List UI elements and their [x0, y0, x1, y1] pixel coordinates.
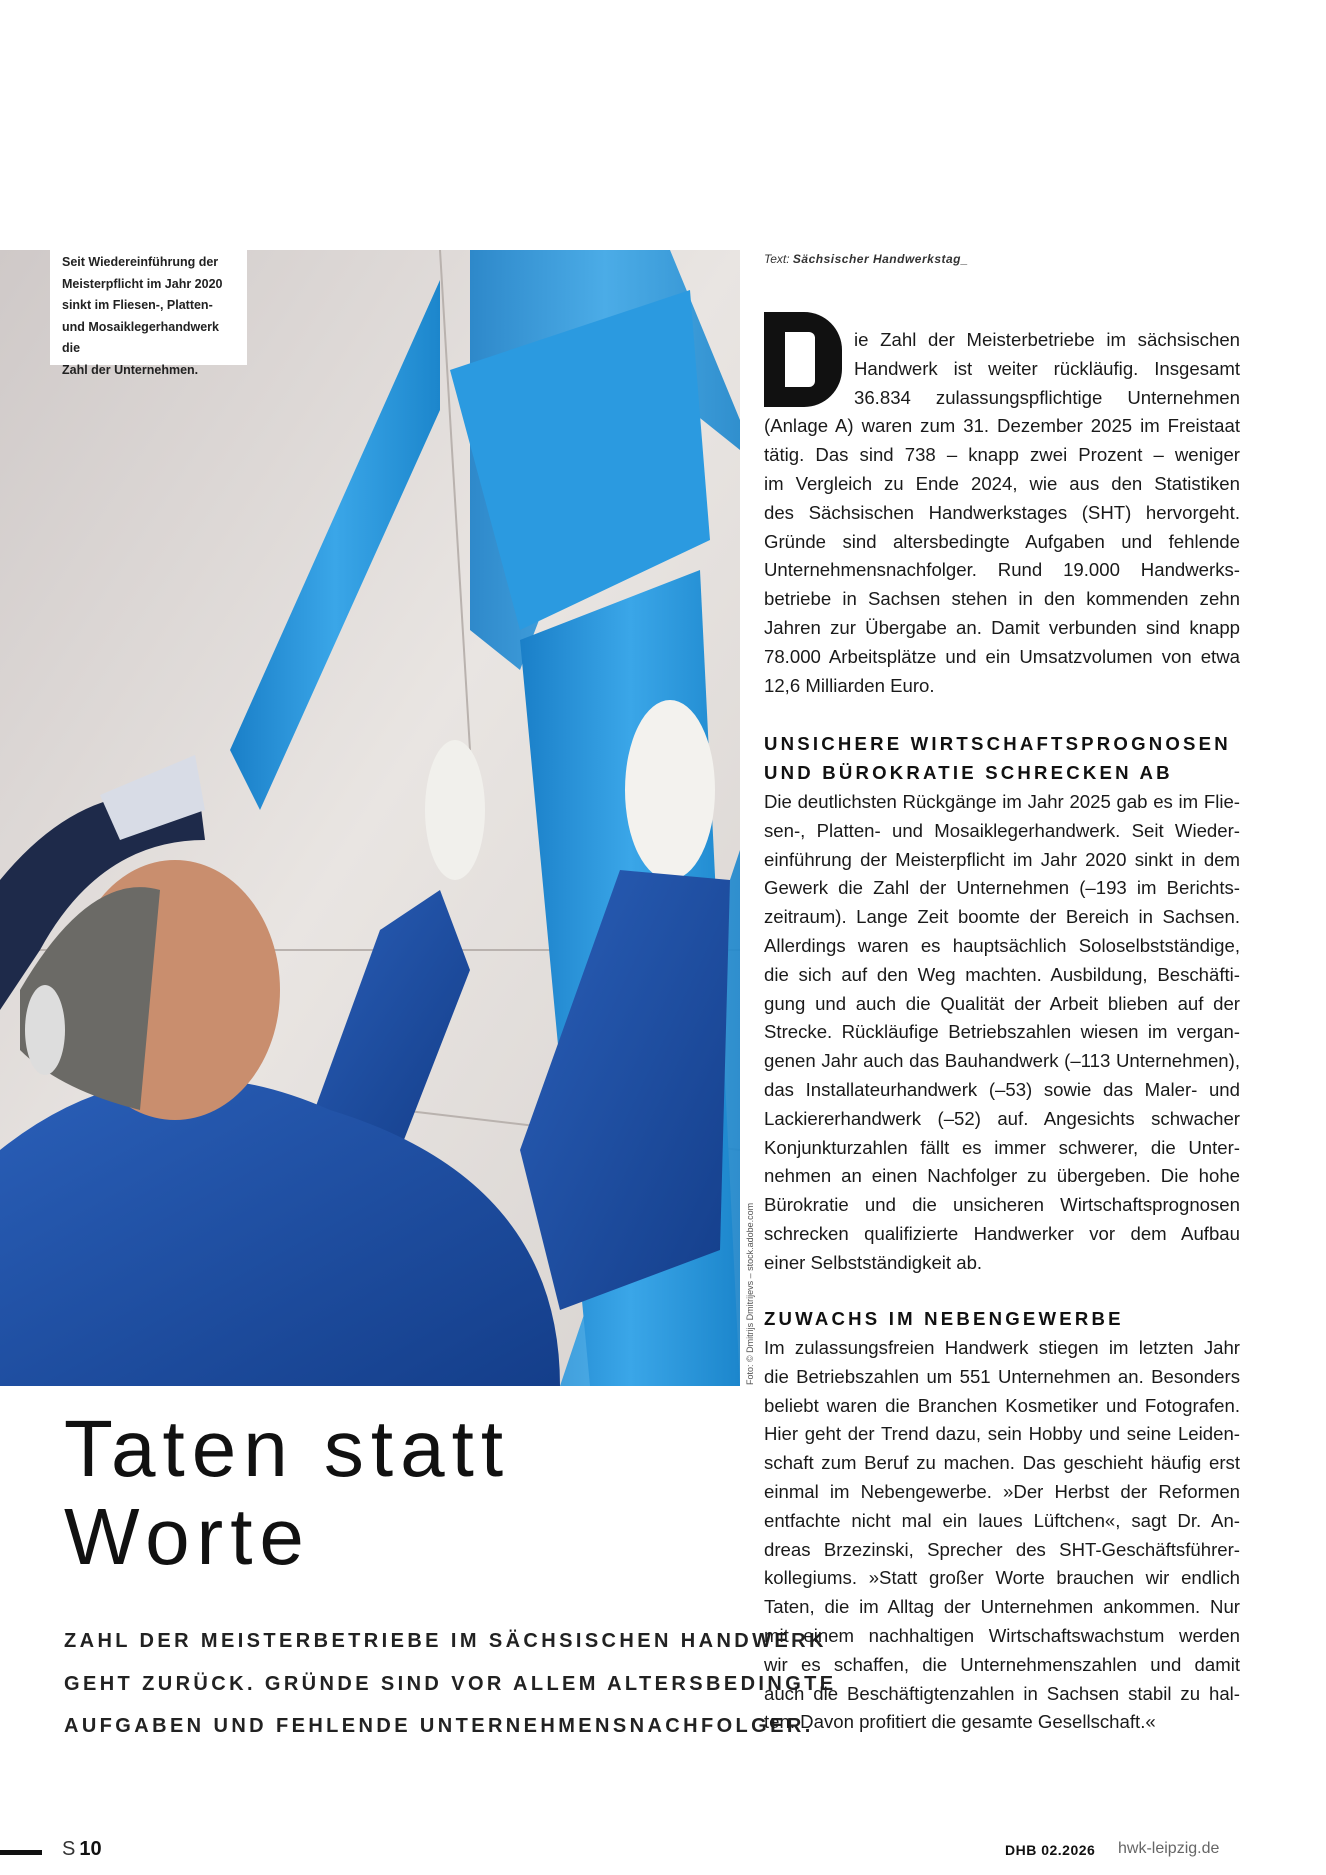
text-line: 36.834 zulassungspflichtige Unternehmen [854, 386, 1240, 408]
heading-line: UNSICHERE WIRTSCHAFTSPROGNOSEN [764, 733, 1231, 754]
text-line: zeitraum). Lange Zeit boomte der Bereich in Sachsen. [764, 906, 1240, 928]
text-line: dreas Brzezinski, Sprecher des SHT-Geschäftsführer- [764, 1538, 1240, 1560]
text-line: (Anlage A) waren zum 31. Dezember 2025 im Freistaat [764, 415, 1240, 437]
title-line: Taten statt [64, 1404, 511, 1493]
text-line: gung und auch die Qualität der Arbeit blieben auf der [764, 992, 1240, 1014]
caption-line: Seit Wiedereinführung der [62, 255, 219, 269]
paragraph-intro [764, 326, 1240, 700]
text-line: Taten, die im Alltag der Unternehmen ankommen. Nur [764, 1596, 1240, 1618]
text-line: nehmen an einen Nachfolger zu übergeben. Die hohe [764, 1165, 1240, 1187]
text-line: die sich auf den Weg machten. Ausbildung, Beschäfti- [764, 963, 1240, 985]
text-line: Strecke. Rückläufige Betriebszahlen wiesen im vergan- [764, 1021, 1240, 1043]
text-line: schaft zum Beruf zu machen. Das geschieht häufig erst [764, 1452, 1240, 1474]
page-number [62, 1838, 102, 1861]
text-line: Lackiererhandwerk (–52) auf. Angesichts schwacher [764, 1107, 1240, 1129]
text-line: wir es schaffen, die Unternehmenszahlen und damit [764, 1653, 1240, 1675]
text-line: Handwerk ist weiter rückläufig. Insgesamt [854, 357, 1240, 379]
text-line: ten. Davon profitiert die gesamte Gesellschaft.« [764, 1711, 1156, 1733]
caption-line: Meisterpflicht im Jahr 2020 [62, 276, 223, 291]
caption-line: und Mosaiklegerhandwerk die [62, 319, 219, 355]
magazine-issue: DHB 02.2026 [1005, 1842, 1096, 1858]
text-line: beliebt waren die Branchen Kosmetiker und Fotografen. [764, 1394, 1240, 1416]
text-line: das Installateurhandwerk (–53) sowie das Maler- und [764, 1078, 1240, 1100]
paragraph-section-1 [764, 788, 1240, 1278]
caption-line: sinkt im Fliesen-, Platten- [62, 298, 213, 312]
lead-line: AUFGABEN UND FEHLENDE UNTERNEHMENSNACHFOLGER. [64, 1715, 814, 1737]
text-line: Hier geht der Trend dazu, sein Hobby und seine Leiden- [764, 1423, 1240, 1445]
section-heading [764, 730, 1231, 788]
title-line: Worte [64, 1492, 311, 1581]
text-line: entfachte nicht mal ein laues Lüftchen«, sagt Dr. An- [764, 1509, 1240, 1531]
text-line: Gewerk die Zahl der Unternehmen (–193 im Berichts- [764, 877, 1240, 899]
photo-caption [50, 250, 247, 377]
page-number-value: 10 [79, 1838, 102, 1860]
byline-author: Sächsischer Handwerkstag_ [792, 252, 969, 266]
text-line: Unternehmensnachfolger. Rund 19.000 Handwerks- [764, 559, 1240, 581]
byline [764, 252, 968, 266]
lead-line: ZAHL DER MEISTERBETRIEBE IM SÄCHSISCHEN HANDWERK [64, 1630, 827, 1652]
website-url: hwk-leipzig.de [1118, 1840, 1220, 1857]
article-title [64, 1405, 510, 1581]
text-line: des Sächsischen Handwerkstages (SHT) hervorgeht. [764, 501, 1240, 523]
text-line: einmal im Nebengewerbe. »Der Herbst der Reformen [764, 1480, 1240, 1502]
text-line: genen Jahr auch das Bauhandwerk (–113 Unternehmen), [764, 1050, 1240, 1072]
caption-line: Zahl der Unternehmen. [62, 362, 199, 377]
text-line: schrecken qualifizierte Handwerker vor dem Aufbau [764, 1222, 1240, 1244]
paragraph-section-2 [764, 1334, 1240, 1737]
text-line: auch die Beschäftigtenzahlen in Sachsen stabil zu hal- [764, 1682, 1240, 1704]
text-line: einführung der Meisterpflicht im Jahr 2020 sinkt in dem [764, 848, 1240, 870]
text-line: Die deutlichsten Rückgänge im Jahr 2025 gab es im Flie- [764, 791, 1240, 812]
text-line: die Betriebszahlen um 551 Unternehmen an. Besonders [764, 1365, 1240, 1387]
footer-rule [0, 1850, 42, 1855]
text-line: 78.000 Arbeitsplätze und ein Umsatzvolumen von etwa [764, 645, 1240, 667]
text-line: ie Zahl der Meisterbetriebe im sächsischen [854, 329, 1240, 350]
text-line: sen-, Platten- und Mosaiklegerhandwerk. Seit Wieder- [764, 819, 1240, 841]
text-line: mit einem nachhaltigen Wirtschaftswachstum werden [764, 1624, 1240, 1646]
page-prefix: S [62, 1838, 76, 1860]
text-line: betriebe in Sachsen stehen in den kommenden zehn [764, 588, 1240, 610]
text-line: tätig. Das sind 738 – knapp zwei Prozent – weniger [764, 444, 1240, 466]
section-heading: ZUWACHS IM NEBENGEWERBE [764, 1308, 1124, 1329]
lead-line: GEHT ZURÜCK. GRÜNDE SIND VOR ALLEM ALTERSBEDINGTE [64, 1672, 837, 1695]
heading-line: UND BÜROKRATIE SCHRECKEN AB [764, 761, 1173, 783]
text-line: Gründe sind altersbedingte Aufgaben und fehlende [764, 530, 1240, 552]
text-line: im Vergleich zu Ende 2024, wie aus den Statistiken [764, 472, 1240, 494]
article-lead [64, 1620, 837, 1748]
text-line: Konjunkturzahlen fällt es immer schwerer, die Unter- [764, 1136, 1240, 1158]
text-line: Allerdings waren es hauptsächlich Soloselbstständige, [764, 934, 1240, 956]
text-line: Bürokratie und die unsicheren Wirtschaftsprognosen [764, 1194, 1240, 1216]
photo-credit: Foto: © Dmitrijs Dmitrijevs – stock.adobe.com [745, 1202, 755, 1385]
text-line: Im zulassungsfreien Handwerk stiegen im letzten Jahr [764, 1337, 1240, 1358]
byline-label: Text: [764, 252, 790, 266]
text-line: 12,6 Milliarden Euro. [764, 674, 935, 696]
text-line: kollegiums. »Statt großer Worte brauchen wir endlich [764, 1567, 1240, 1589]
text-line: Jahren zur Übergabe an. Damit verbunden sind knapp [764, 616, 1240, 638]
article-photo-tiler [0, 250, 740, 1386]
text-line: einer Selbstständigkeit ab. [764, 1251, 983, 1273]
